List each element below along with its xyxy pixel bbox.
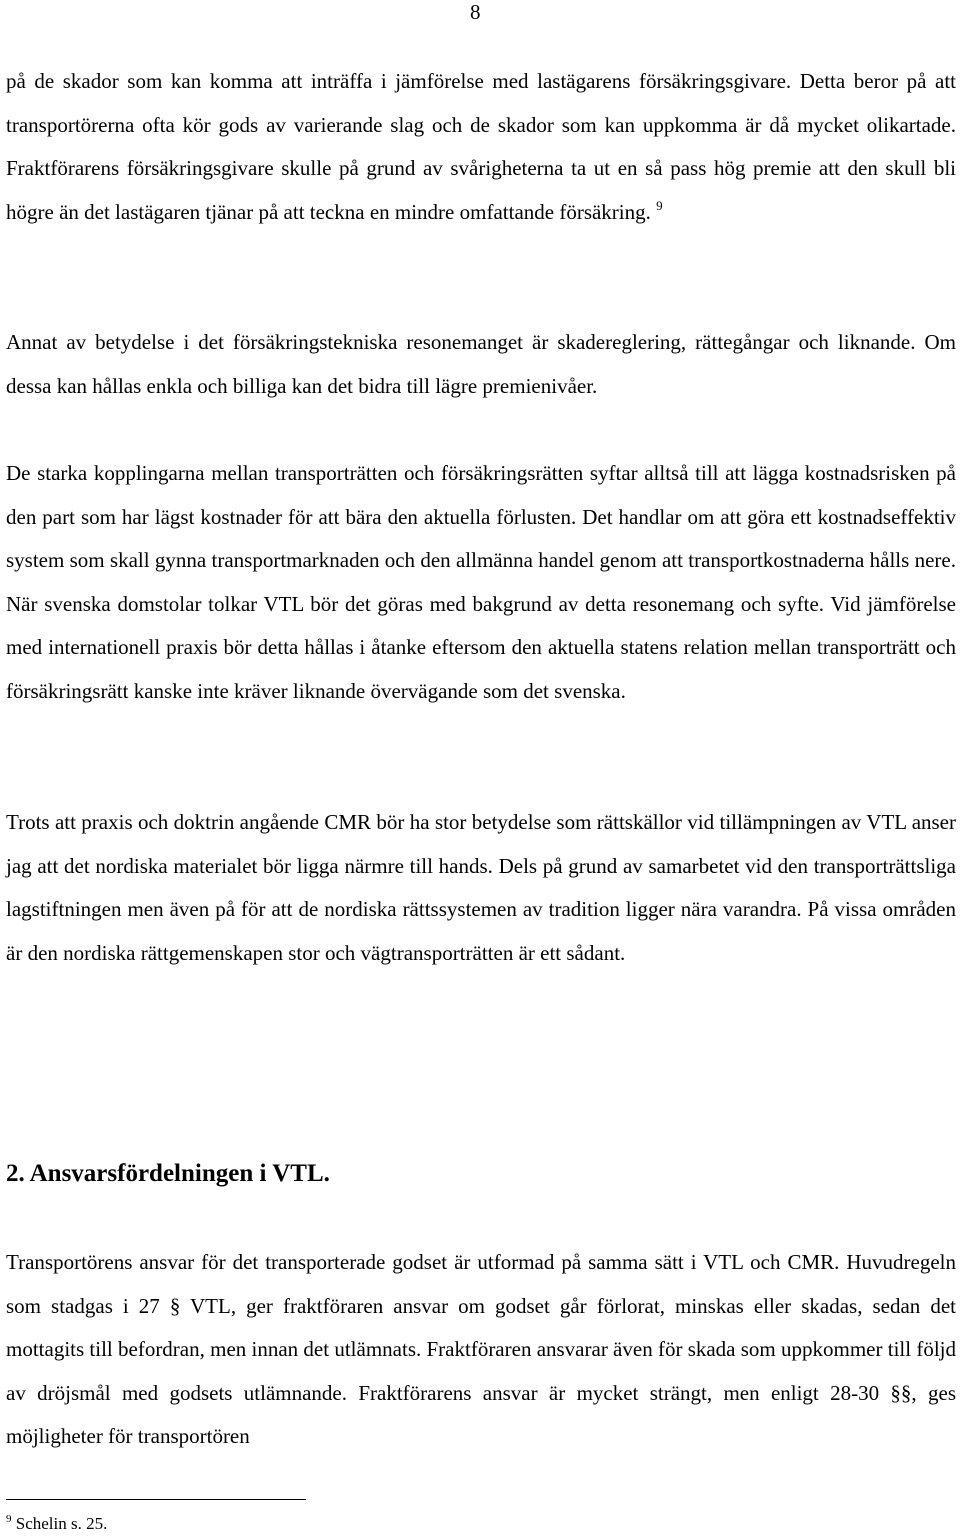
page-number: 8	[470, 0, 481, 24]
paragraph-nordic-sources: Trots att praxis och doktrin angående CMR bör ha stor betydelse som rättskällor vid tillämpningen av VTL anser jag att det nordiska materialet bör ligga närmre till hands. Dels på grund av samarbetet vid den transporträttsliga lagstiftningen men även på för att de nordiska rättssystemen av tradition ligger nära varandra. På vissa områden är den nordiska rättgemenskapen stor och vägtransporträtten är ett sådant.	[6, 810, 956, 965]
paragraph-claims-handling: Annat av betydelse i det försäkringstekniska resonemanget är skadereglering, rättegångar och liknande. Om dessa kan hållas enkla och billiga kan det bidra till lägre premienivåer.	[6, 330, 956, 398]
paragraph-text: på de skador som kan komma att inträffa i jämförelse med lastägarens försäkringsgivare. Detta beror på att transportörerna ofta kör gods av varierande slag och de skador som kan uppkomma är då mycket olikartade. Fraktförarens försäkringsgivare skulle på grund av svårigheterna ta ut en så pass hög premie att den skull bli högre än det lastägaren tjänar på att teckna en mindre omfattande försäkring.	[6, 69, 956, 224]
paragraph-cost-allocation: De starka kopplingarna mellan transporträtten och försäkringsrätten syftar alltså till att lägga kostnadsrisken på den part som har lägst kostnader för att bära den aktuella förlusten. Det handlar om att göra ett kostnadseffektiv system som skall gynna transportmarknaden och den allmänna handel genom att transportkostnaderna hålls nere. När svenska domstolar tolkar VTL bör det göras med bakgrund av detta resonemang och syfte. Vid jämförelse med internationell praxis bör detta hållas i åtanke eftersom den aktuella statens relation mellan transporträtt och försäkringsrätt kanske inte kräver liknande övervägande som det svenska.	[6, 461, 956, 703]
footnote-number: 9	[6, 1513, 12, 1525]
footnote-reference[interactable]: 9	[656, 197, 663, 213]
section-heading: 2. Ansvarsfördelningen i VTL.	[6, 1160, 330, 1187]
footnote-divider	[6, 1499, 306, 1500]
paragraph-carrier-liability: Transportörens ansvar för det transporterade godset är utformad på samma sätt i VTL och CMR. Huvudregeln som stadgas i 27 § VTL, ger fraktföraren ansvar om godset går förlorat, minskas eller skadas, sedan det mottagits till befordran, men innan det utlämnats. Fraktföraren ansvarar även för skada som uppkommer till följd av dröjsmål med godsets utlämnande. Fraktförarens ansvar är mycket strängt, men enligt 28-30 §§, ges möjligheter för transportören	[6, 1250, 956, 1449]
footnote-text: Schelin s. 25.	[15, 1514, 108, 1533]
paragraph-insurance-premium	[6, 60, 956, 234]
footnote	[6, 1513, 107, 1535]
